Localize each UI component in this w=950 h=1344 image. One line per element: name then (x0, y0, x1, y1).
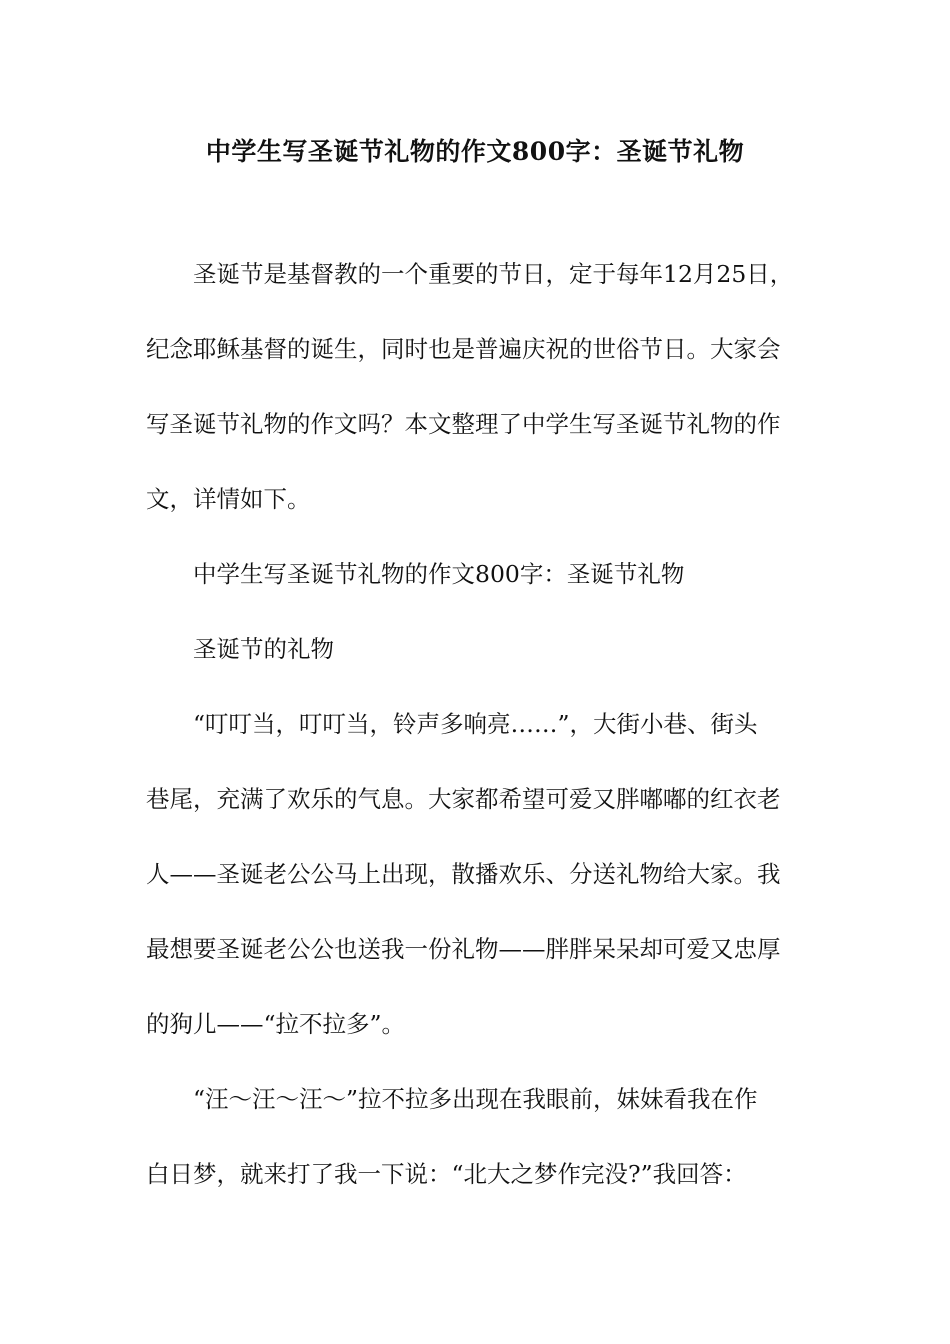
subtitle-line: 中学生写圣诞节礼物的作文800字：圣诞节礼物 (193, 560, 685, 588)
paragraph-line: 的狗儿——“拉不拉多”。 (146, 1010, 406, 1038)
paragraph-line: 纪念耶稣基督的诞生，同时也是普遍庆祝的世俗节日。大家会 (146, 335, 781, 363)
paragraph-line: “汪～汪～汪～”拉不拉多出现在我眼前，妹妹看我在作 (193, 1085, 758, 1113)
paragraph-line: 圣诞节是基督教的一个重要的节日，定于每年12月25日， (193, 260, 794, 288)
paragraph-line: 巷尾，充满了欢乐的气息。大家都希望可爱又胖嘟嘟的红衣老 (146, 785, 781, 813)
paragraph-line: 最想要圣诞老公公也送我一份礼物——胖胖呆呆却可爱又忠厚 (146, 935, 781, 963)
paragraph-line: 人——圣诞老公公马上出现，散播欢乐、分送礼物给大家。我 (146, 860, 781, 888)
paragraph-line: “叮叮当，叮叮当，铃声多响亮……”，大街小巷、街头 (193, 710, 758, 738)
document-title: 中学生写圣诞节礼物的作文800字：圣诞节礼物 (205, 137, 745, 166)
paragraph-line: 白日梦，就来打了我一下说：“北大之梦作完没?”我回答： (146, 1160, 747, 1188)
paragraph-line: 写圣诞节礼物的作文吗？本文整理了中学生写圣诞节礼物的作 (146, 410, 781, 438)
paragraph-line: 文，详情如下。 (146, 485, 311, 513)
section-heading: 圣诞节的礼物 (193, 635, 334, 663)
